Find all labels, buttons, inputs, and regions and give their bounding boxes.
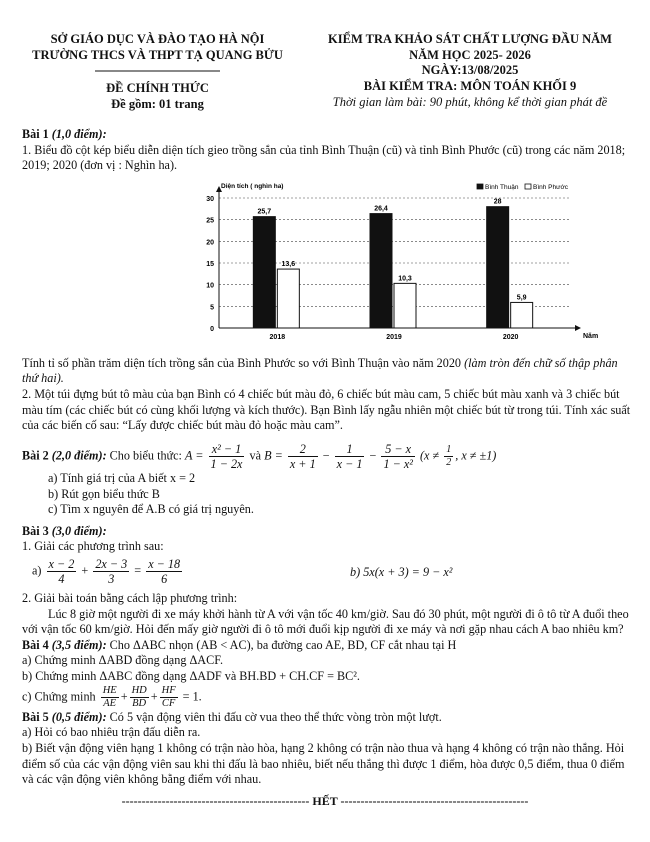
- x-tick-label: 2020: [502, 333, 519, 341]
- bai5-item-b: b) Biết vận động viên hạng 1 không có trận nào hòa, hạng 2 không có trận nào thua và hạng 4 không có trận nào thắng. Hỏi điểm số của các vận động viên sau khi thi đấu là bao nhiêu, biết nếu thắng thì được 1 điểm, hòa được 0,5 điểm, thua 0 điểm và các vận động viên không bằng điểm với nhau.: [22, 740, 625, 787]
- header-left-underline: [95, 70, 220, 72]
- bar-binh-thuan: [370, 213, 392, 327]
- bai3-title: Bài 3: [22, 523, 49, 538]
- expr-b1-numerator: 2: [288, 442, 318, 457]
- y-axis-title: Diện tích ( nghìn ha): [221, 182, 284, 190]
- ratio-hd-bd: [130, 685, 149, 710]
- cassava-area-chart: [177, 176, 622, 354]
- eq-a-fraction-2: [93, 557, 129, 586]
- half-denominator: 2: [446, 456, 452, 468]
- y-tick-label: 25: [206, 217, 214, 225]
- bai2-item-c: c) Tìm x nguyên để A.B có giá trị nguyên.: [48, 502, 254, 517]
- bai3-problem: Lúc 8 giờ một người đi xe máy khởi hành từ A với vận tốc 40 km/giờ. Sau đó 30 phút, một người đi ô tô từ A đuổi theo với vận tốc 60 km/giờ. Hỏi đến mấy giờ người đi ô tô mới đuổi kịp người đi xe máy và nơi gặp nhau cách A bao nhiêu km?: [22, 606, 629, 637]
- condition-close: , x ≠ ±1): [455, 448, 497, 463]
- eq-a1-numerator: x − 2: [48, 556, 75, 571]
- exam-subject: BÀI KIỂM TRA: MÔN TOÁN KHỐI 9: [363, 78, 577, 93]
- bar-value-label: 26,4: [374, 205, 388, 213]
- condition-open: (x ≠: [419, 448, 443, 463]
- expr-b2-denominator: x − 1: [336, 456, 363, 471]
- x-tick-label: 2019: [386, 333, 402, 341]
- expr-a-numerator: x² − 1: [209, 442, 245, 457]
- bar-value-label: 28: [493, 198, 502, 206]
- bai1-question1-text: Tính tỉ số phần trăm diện tích trồng sắn của Bình Phước so với Bình Thuận vào năm 2020: [22, 355, 465, 370]
- bai1-question1: [22, 356, 632, 387]
- expr-b-fraction-2: [335, 442, 365, 471]
- bai3-points: (3,0 điểm):: [51, 523, 107, 538]
- eq-a3-numerator: x − 18: [148, 556, 181, 571]
- bai2-points: (2,0 điểm):: [51, 448, 107, 463]
- legend-swatch: [525, 184, 531, 189]
- ratio-hf-cf: [160, 685, 178, 710]
- equation-a-label: a): [32, 563, 42, 578]
- y-tick-label: 5: [210, 304, 214, 312]
- bai2-title: Bài 2: [22, 448, 49, 463]
- y-tick-label: 30: [206, 195, 214, 203]
- bai4-item-c-label: c) Chứng minh: [22, 689, 99, 703]
- bar-binh-thuan: [487, 206, 509, 327]
- header-right: [300, 32, 640, 110]
- bar-value-label: 5,9: [516, 294, 527, 302]
- bar-value-label: 10,3: [398, 275, 412, 283]
- eq-a1-denominator: 4: [58, 572, 65, 587]
- x-axis-title: Năm: [583, 332, 599, 340]
- ratio-hd: HD: [130, 685, 149, 698]
- official-label: ĐỀ CHÍNH THỨC: [106, 81, 209, 96]
- expr-a-lhs: A =: [185, 448, 204, 463]
- bai5-points: (0,5 điểm):: [51, 709, 107, 724]
- bar-binh-phuoc: [511, 302, 533, 328]
- eq-a2-numerator: 2x − 3: [95, 556, 128, 571]
- x-axis-arrow: [575, 325, 581, 331]
- condition-half: [444, 444, 453, 468]
- bai2-items: [22, 471, 632, 518]
- bai5-title: Bài 5: [22, 709, 49, 724]
- expr-b2-numerator: 1: [335, 442, 365, 457]
- bai1-points: (1,0 điểm):: [51, 127, 107, 141]
- bai4-item-c: c) Chứng minh $\frac{HE}{AE}$ + $\frac{HD}{BD}$ + $\frac{HF}{CF}$ = 1.: [22, 684, 202, 709]
- bai3-equations: [22, 555, 632, 591]
- bar-binh-phuoc: [394, 283, 416, 328]
- department-name: SỞ GIÁO DỤC VÀ ĐÀO TẠO HÀ NỘI: [50, 32, 265, 46]
- bai3-part2: 2. Giải bài toán bằng cách lập phương trình:: [22, 590, 238, 605]
- y-tick-label: 0: [210, 325, 214, 333]
- bai1-question1-note: (làm tròn đến chữ số thập phân thứ hai).: [22, 355, 618, 386]
- bai3-part1: 1. Giải các phương trình sau:: [22, 539, 164, 554]
- ratio-he: HE: [101, 685, 119, 698]
- bar-value-label: 25,7: [257, 208, 272, 216]
- equation-b: b) 5x(x + 3) = 9 − x²: [350, 564, 453, 579]
- legend-swatch: [477, 184, 483, 189]
- bar-binh-phuoc: [277, 269, 299, 328]
- header-left: [30, 32, 285, 113]
- expr-a-denominator: 1 − 2x: [210, 456, 243, 471]
- bai4-points: (3,5 điểm):: [51, 637, 107, 652]
- bai4-title: Bài 4: [22, 637, 49, 652]
- minus-sign: −: [369, 448, 377, 463]
- ratio-cf: CF: [161, 697, 176, 709]
- bai1-part1: 1. Biểu đồ cột kép biểu diễn diện tích gieo trồng sắn của tỉnh Bình Thuận (cũ) và tỉnh Bình Phước (cũ) trong các năm 2018; 2019; 2020 (đơn vị : Nghìn ha).: [22, 142, 626, 173]
- bai1-part2: 2. Một túi đựng bút tô màu của bạn Bình có 4 chiếc bút màu đỏ, 6 chiếc bút màu cam, 5 chiếc bút màu xanh và 3 chiếc bút màu tím (các chiếc bút có cùng khối lượng và kích thước). Bạn Bình lấy ngẫu nhiên một chiếc bút từ trong túi. Tính xác suất của các biến cố sau: “Lấy được chiếc bút màu đỏ hoặc màu cam”.: [22, 387, 631, 433]
- expr-b-fraction-1: [288, 442, 318, 471]
- ratio-bd: BD: [132, 697, 147, 709]
- bai4-item-a: a) Chứng minh ΔABD đồng dạng ΔACF.: [22, 653, 224, 668]
- exam-content: [22, 127, 632, 788]
- page-count: Đề gồm: 01 trang: [111, 96, 204, 111]
- bar-value-label: 13,6: [281, 260, 296, 268]
- minus-sign: −: [322, 448, 330, 463]
- expr-b-lhs: B =: [264, 448, 283, 463]
- legend-label: Bình Thuận: [485, 183, 519, 191]
- bai5-item-a: a) Hỏi có bao nhiêu trận đấu diễn ra.: [22, 725, 201, 740]
- equation-a: [32, 557, 184, 586]
- exam-title: KIỂM TRA KHẢO SÁT CHẤT LƯỢNG ĐẦU NĂM: [328, 32, 612, 46]
- plus-sign: +: [81, 563, 89, 578]
- expr-b3-denominator: 1 − x²: [383, 456, 413, 471]
- bai1-title: Bài 1: [22, 127, 49, 141]
- and-word: và: [249, 448, 265, 463]
- end-marker: ----------------------------------------------- HẾT -----------------------------------------------: [121, 794, 529, 808]
- expr-a-fraction: [209, 442, 245, 471]
- chart-svg: [177, 176, 622, 354]
- eq-a3-denominator: 6: [161, 572, 168, 587]
- y-tick-label: 10: [206, 282, 214, 290]
- ratio-ae: AE: [103, 697, 117, 709]
- school-year: NĂM HỌC 2025- 2026: [409, 47, 531, 62]
- bai4-heading: [22, 638, 632, 654]
- bai3-heading: [22, 524, 632, 540]
- eq-a-fraction-3: [146, 557, 182, 586]
- ratio-he-ae: [101, 685, 119, 710]
- bai4-intro: Cho ΔABC nhọn (AB < AC), ba đường cao AE, BD, CF cắt nhau tại H: [106, 637, 457, 652]
- eq-a2-denominator: 3: [108, 572, 115, 587]
- y-tick-label: 20: [206, 239, 214, 247]
- equals-sign: =: [134, 563, 142, 578]
- bai2-item-b: b) Rút gọn biểu thức B: [48, 486, 160, 501]
- expr-b1-denominator: x + 1: [289, 456, 316, 471]
- bai4-item-b: b) Chứng minh ΔABC đồng dạng ΔADF và BH.BD + CH.CF = BC².: [22, 669, 360, 684]
- bai5-intro: Có 5 vận động viên thi đấu cờ vua theo thể thức vòng tròn một lượt.: [106, 709, 442, 724]
- exam-duration: Thời gian làm bài: 90 phút, không kể thời gian phát đề: [332, 94, 608, 109]
- bar-binh-thuan: [253, 216, 275, 327]
- y-tick-label: 15: [206, 260, 214, 268]
- bai5-heading: [22, 710, 632, 726]
- bai2-intro: Cho biểu thức:: [106, 448, 185, 463]
- bai2-item-a: a) Tính giá trị của A biết x = 2: [48, 470, 196, 485]
- ratio-hf: HF: [160, 685, 178, 698]
- bai2-heading: [22, 442, 632, 471]
- bai4-item-c-tail: = 1.: [182, 689, 202, 703]
- exam-date: NGÀY:13/08/2025: [421, 63, 519, 78]
- half-numerator: 1: [446, 444, 452, 456]
- legend-label: Bình Phước: [533, 183, 568, 191]
- bai1-heading: [22, 127, 632, 143]
- school-name: TRƯỜNG THCS VÀ THPT TẠ QUANG BỬU: [32, 47, 283, 62]
- expr-b3-numerator: 5 − x: [381, 442, 414, 457]
- x-tick-label: 2018: [269, 333, 286, 341]
- expr-b-fraction-3: [381, 442, 414, 471]
- eq-a-fraction-1: [47, 557, 77, 586]
